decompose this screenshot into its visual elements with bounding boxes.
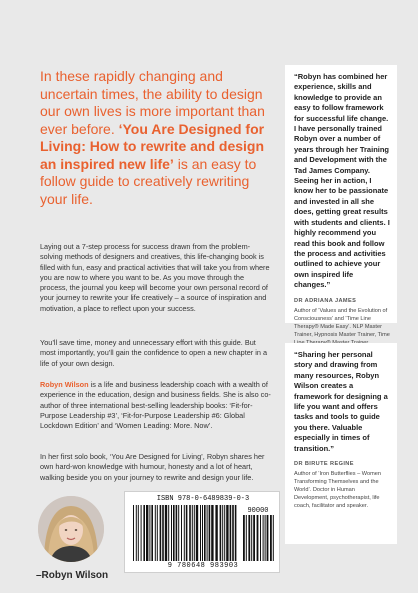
barcode-bars <box>131 505 275 561</box>
testimonial-1-name: DR ADRIANA JAMES <box>294 297 357 304</box>
intro-tail: is an easy to follow guide to creatively rewriting your life. <box>40 155 257 207</box>
barcode-bar <box>184 505 185 561</box>
barcode-bar <box>157 505 158 561</box>
barcode-bar <box>141 505 142 561</box>
barcode-addon-bar <box>257 515 259 561</box>
testimonial-2-text: “Sharing her personal story and drawing from many resources, Robyn Wilson creates a framework for designing a life you want and offers tasks and tools to guide you there. Valuable especially in times of transition.” <box>294 350 388 453</box>
barcode-bar <box>189 505 191 561</box>
barcode-bar <box>186 505 188 561</box>
barcode-bar <box>168 505 169 561</box>
barcode-bar <box>200 505 201 561</box>
barcode-bar <box>176 505 178 561</box>
barcode-addon-bar <box>253 515 255 561</box>
barcode-bar <box>235 505 237 561</box>
barcode-bar <box>143 505 145 561</box>
barcode-bar <box>171 505 172 561</box>
intro-lead: In these rapidly changing and uncertain times, the ability to design our own lives is more important than ever before. <box>40 68 265 137</box>
barcode-bar <box>224 505 225 561</box>
author-bio <box>40 380 272 431</box>
barcode-bar <box>133 505 134 561</box>
barcode-bar <box>192 505 193 561</box>
barcode-bar <box>162 505 164 561</box>
barcode-bar <box>202 505 203 561</box>
barcode-bar <box>146 505 148 561</box>
author-name: Robyn Wilson <box>40 380 89 389</box>
barcode-addon-bar <box>265 515 266 561</box>
description-paragraph-1: Laying out a 7-step process for success drawn from the problem-solving methods of designers and creatives, this life-changing book is filled with fun, easy and practical activities that will take you from where you are now to where you want to be. As you move through the process, the journal you keep will become your own personal record of your journey to rewrite your life creatively – a source of inspiration and motivation, a place to reflect upon your success. <box>40 242 270 313</box>
barcode-bar <box>136 505 137 561</box>
barcode-bar <box>207 505 208 561</box>
barcode-bar <box>181 505 182 561</box>
barcode-bar <box>149 505 150 561</box>
author-photo <box>38 496 104 562</box>
barcode-addon-bar <box>248 515 250 561</box>
testimonial-2-role: Author of ‘Iron Butterflies – Women Transforming Themselves and the World’. Doctor in Human Development, psychotherapist, life coach, facilitator and speaker. <box>294 471 381 510</box>
author-signature: –Robyn Wilson <box>36 570 109 581</box>
barcode-addon-bar <box>270 515 272 561</box>
testimonial-2 <box>285 343 397 544</box>
barcode-addon-bar <box>246 515 247 561</box>
testimonial-1 <box>285 65 397 338</box>
barcode-addon-bar <box>260 515 261 561</box>
barcode-bar <box>204 505 206 561</box>
isbn-number: ISBN 978-0-6489839-0-3 <box>156 495 250 503</box>
barcode-bar <box>178 505 179 561</box>
barcode-addon-bar <box>273 515 274 561</box>
description-paragraph-4: In her first solo book, ‘You Are Designed for Living’, Robyn shares her own hard-won knowledge with humour, honesty and a lot of heart, walking beside you on your journey to rewrite and design your life. <box>40 452 265 482</box>
barcode-bar <box>165 505 167 561</box>
barcode-digits: 9 780648 983903 <box>167 562 239 570</box>
barcode-addon-bar <box>263 515 264 561</box>
author-bio-text: is a life and business leadership coach with a wealth of experience in the education, design and business fields. She is also co-author of three international best-selling leadership books: ‘Fit-for-Purpose Leadership #3’, ‘Fit-for-Purpose Leadership #6: Global Lockdown Edition’ and ‘Women Leading: More. Now’. <box>40 380 271 431</box>
description-paragraph-2: You’ll save time, money and unnecessary effort with this guide. But most importantly, you’ll gain the confidence to open a new chapter in a life of your own design. <box>40 338 268 368</box>
barcode-bar <box>155 505 156 561</box>
isbn-barcode <box>124 491 280 573</box>
barcode-bar <box>209 505 211 561</box>
testimonial-1-role: Author of ‘Values and the Evolution of Consciousness’ and ‘Time Line Therapy® Made Easy’. NLP Master Trainer, Hypnosis Master Trainer, Time <box>294 307 390 338</box>
barcode-addon-bar <box>251 515 252 561</box>
barcode-addon-bar <box>243 515 245 561</box>
barcode-bar <box>151 505 153 561</box>
barcode-bar <box>222 505 223 561</box>
barcode-bar <box>196 505 198 561</box>
barcode-addon-number: 90000 <box>247 507 269 515</box>
barcode-bar <box>226 505 228 561</box>
book-title: ‘You Are Designed for Living: How to rewrite and design an inspired new life’ <box>40 120 265 172</box>
barcode-addon-bar <box>267 515 269 561</box>
barcode-bar <box>194 505 195 561</box>
testimonial-1-text: “Robyn has combined her experience, skills and knowledge to provide an easy to follow framework for successful life change. I have personally trained Robyn over a number of years through her Training and Development with the Tad James Company. Seeing her in action, I know her to be passionate and invested in all she does, getting great results with students and clients. I highly recommend you read this book and follow the process and activities outlined to achieve your own inspired life changes.” <box>294 72 390 290</box>
barcode-bar <box>220 505 222 561</box>
barcode-bar <box>211 505 213 561</box>
barcode-bar <box>215 505 217 561</box>
testimonial-2-name: DR BIRUTE REGINE <box>294 461 354 468</box>
intro-blurb <box>40 68 272 208</box>
barcode-bar <box>173 505 175 561</box>
barcode-bar <box>232 505 234 561</box>
barcode-bar <box>160 505 162 561</box>
barcode-bar <box>230 505 232 561</box>
barcode-bar <box>138 505 139 561</box>
